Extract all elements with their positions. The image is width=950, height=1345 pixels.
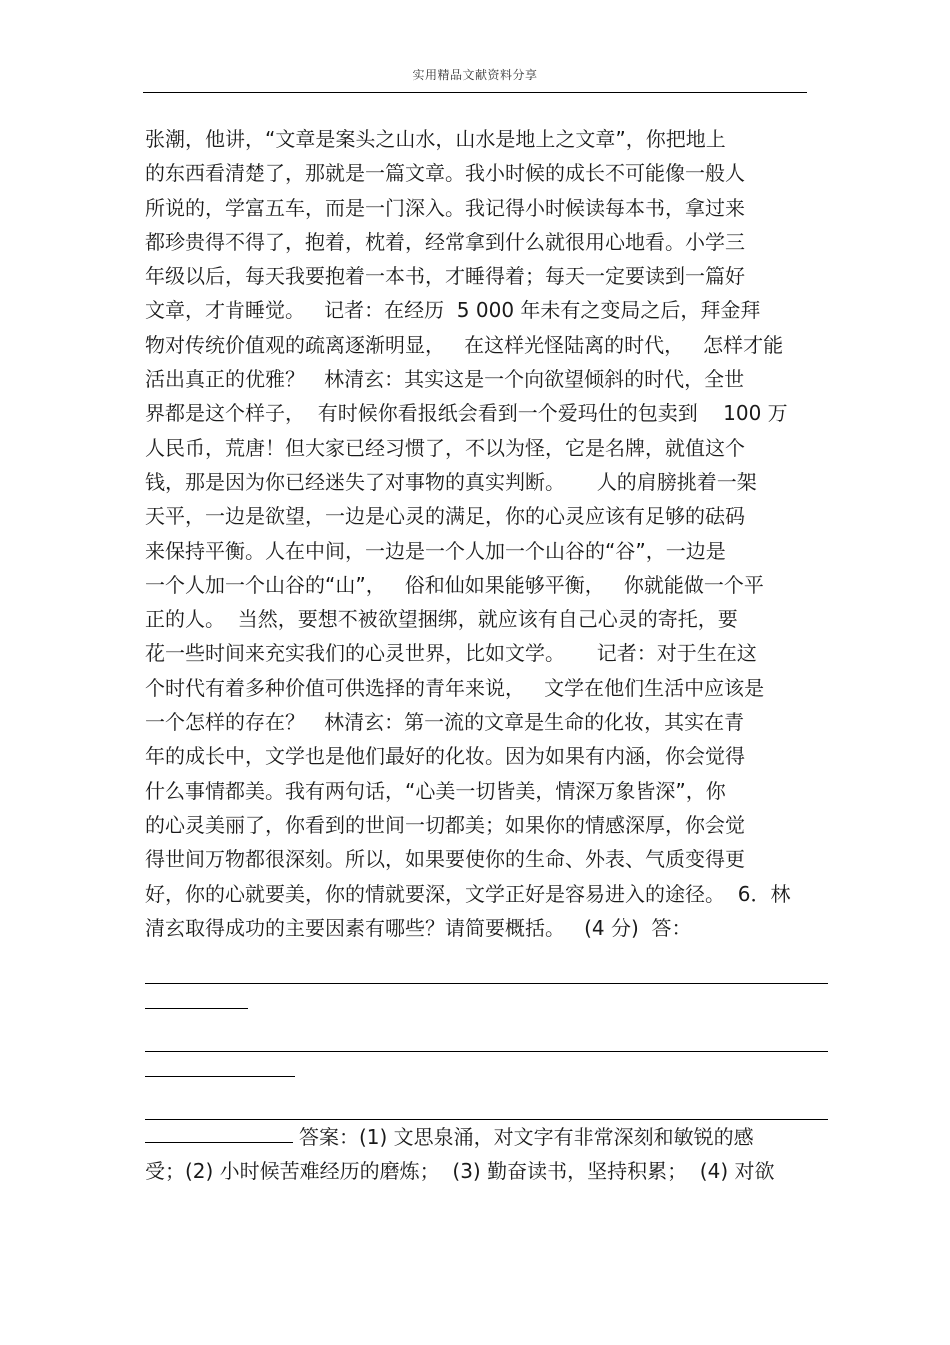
answer-area xyxy=(145,950,835,1188)
article-body xyxy=(145,122,815,945)
answer-blank-line[interactable] xyxy=(145,1018,828,1052)
answer-blank-short[interactable] xyxy=(145,984,248,1009)
text-line: 天平，一边是欲望，一边是心灵的满足，你的心灵应该有足够的砝码 xyxy=(145,504,745,529)
answer-text-line xyxy=(145,1120,835,1154)
text-line: 所说的，学富五车，而是一门深入。我记得小时候读每本书，拿过来 xyxy=(145,195,745,220)
text-line: 都珍贵得不得了，抱着，枕着，经常拿到什么就很用心地看。小学三 xyxy=(145,229,745,254)
text-line: 物对传统价值观的疏离逐渐明显， 在这样光怪陆离的时代， 怎样才能 xyxy=(145,332,784,357)
answer-blank-line[interactable] xyxy=(145,1086,828,1120)
answer-blank-row xyxy=(145,984,835,1018)
text-line: 张潮，他讲，“文章是案头之山水，山水是地上之文章”，你把地上 xyxy=(145,127,726,151)
text-line: 个时代有着多种价值可供选择的青年来说， 文学在他们生活中应该是 xyxy=(145,675,765,700)
text-line: 人民币，荒唐！但大家已经习惯了，不以为怪，它是名牌，就值这个 xyxy=(145,435,745,460)
text-line: 好，你的心就要美，你的情就要深，文学正好是容易进入的途径。 6．林 xyxy=(145,881,791,906)
answer-blank-short[interactable] xyxy=(145,1052,295,1077)
text-line: 来保持平衡。人在中间，一边是一个人加一个山谷的“谷”，一边是 xyxy=(145,538,726,563)
text-line: 得世间万物都很深刻。所以，如果要使你的生命、外表、气质变得更 xyxy=(145,847,745,872)
text-line: 文章，才肯睡觉。 记者：在经历 5 000 年未有之变局之后，拜金拜 xyxy=(145,298,761,323)
text-line: 年级以后，每天我要抱着一本书，才睡得着；每天一定要读到一篇好 xyxy=(145,264,745,289)
header-divider xyxy=(143,92,807,93)
answer-key-text: 答案：(1) 文思泉涌，对文字有非常深刻和敏锐的感 xyxy=(299,1125,754,1149)
text-line: 正的人。 当然，要想不被欲望捆绑，就应该有自己心灵的寄托，要 xyxy=(145,607,738,632)
text-line: 钱，那是因为你已经迷失了对事物的真实判断。 人的肩膀挑着一架 xyxy=(145,469,757,494)
answer-text-line: 受；(2) 小时候苦难经历的磨炼； (3) 勤奋读书，坚持积累； (4) 对欲 xyxy=(145,1159,775,1183)
text-line: 活出真正的优雅？ 林清玄：其实这是一个向欲望倾斜的时代，全世 xyxy=(145,367,745,392)
text-line: 界都是这个样子， 有时候你看报纸会看到一个爱玛仕的包卖到 100 万 xyxy=(145,401,788,426)
text-line: 年的成长中，文学也是他们最好的化妆。因为如果有内涵，你会觉得 xyxy=(145,744,745,769)
answer-blank-line[interactable] xyxy=(145,950,828,984)
answer-blank-row xyxy=(145,1052,835,1086)
text-line: 清玄取得成功的主要因素有哪些？请简要概括。 (4 分) 答： xyxy=(145,915,692,940)
answer-blank-short[interactable] xyxy=(145,1120,293,1143)
page-header: 实用精品文献资料分享 xyxy=(412,68,538,82)
text-line: 一个人加一个山谷的“山”， 俗和仙如果能够平衡， 你就能做一个平 xyxy=(145,572,764,597)
text-line: 什么事情都美。我有两句话，“心美一切皆美，情深万象皆深”，你 xyxy=(145,778,726,803)
text-line: 花一些时间来充实我们的心灵世界，比如文学。 记者：对于生在这 xyxy=(145,641,757,666)
text-line: 一个怎样的存在？ 林清玄：第一流的文章是生命的化妆，其实在青 xyxy=(145,710,745,735)
text-line: 的东西看清楚了，那就是一篇文章。我小时候的成长不可能像一般人 xyxy=(145,161,745,186)
text-line: 的心灵美丽了，你看到的世间一切都美；如果你的情感深厚，你会觉 xyxy=(145,812,745,837)
